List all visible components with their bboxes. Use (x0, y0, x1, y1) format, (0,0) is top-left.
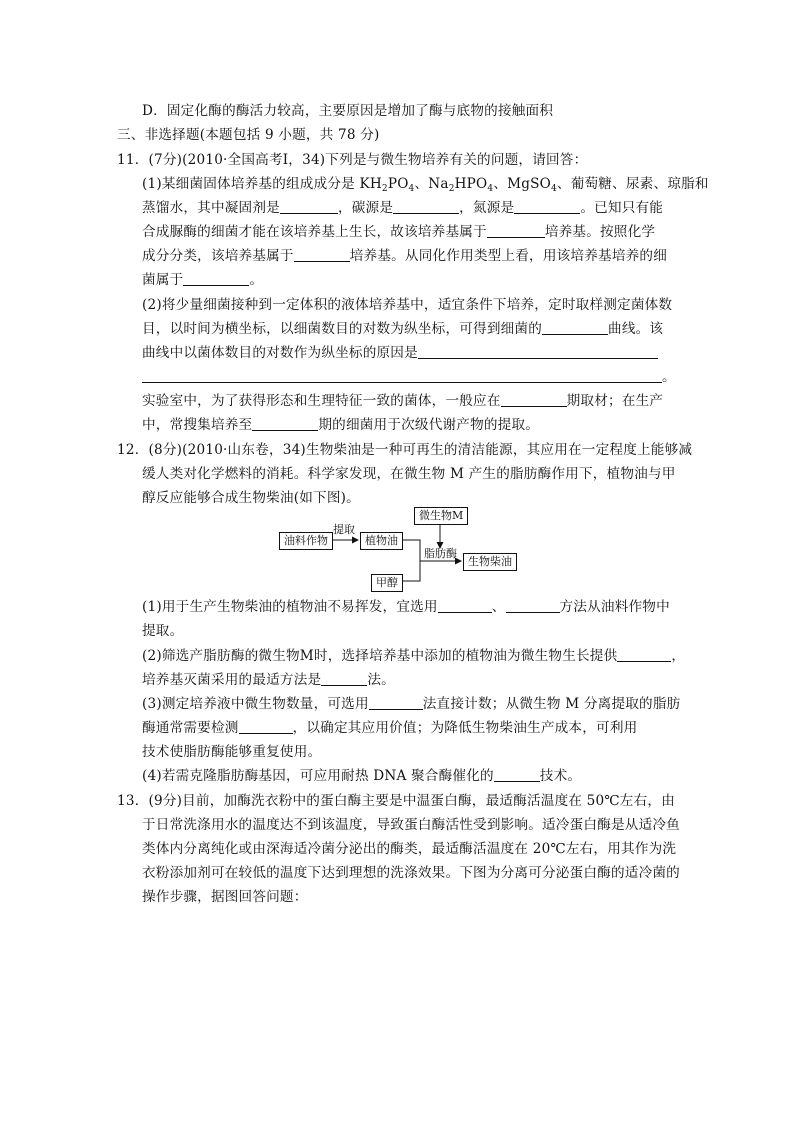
q12-line-3 (142, 597, 670, 617)
q12-line-2 (142, 488, 360, 508)
subscript: 2 (448, 184, 455, 194)
q11-l4-part: 培养基。从同化作用类型上看，用该培养基培养的细 (349, 248, 667, 264)
answer-blank[interactable] (487, 223, 545, 238)
q11-l1-part: (1)某细菌固体培养基的组成成分是 KH (142, 176, 382, 192)
label-extract: 提取 (333, 523, 355, 536)
box-microbe-m: 微生物M (414, 507, 468, 525)
q12-l5-part: ， (671, 648, 686, 664)
answer-blank[interactable] (280, 199, 338, 214)
q11-l11-part: 期的细菌用于次级代谢产物的提取。 (318, 417, 540, 433)
q11-l1-part: HPO (454, 176, 488, 192)
q12-l10-part: 技术。 (539, 768, 582, 784)
q11-line-7 (142, 319, 663, 339)
answer-blank[interactable] (393, 199, 459, 214)
answer-blank[interactable] (514, 199, 580, 214)
q13-l3-text: 衣粉添加剂可在较低的温度下达到理想的洗涤效果。下图为分离可分泌蛋白酶的适冷菌的 (142, 865, 680, 881)
option-d (142, 101, 553, 121)
q11-line-3 (142, 222, 655, 242)
q11-l9-part: 。 (662, 369, 676, 385)
q12-line-5 (142, 646, 685, 666)
answer-blank[interactable] (438, 598, 492, 613)
q12-l8-part: 酶通常需要检测 (142, 720, 239, 736)
answer-blank[interactable] (501, 392, 567, 407)
q13-title-text: 13．(9分)目前，加酶洗衣粉中的蛋白酶主要是中温蛋白酶，最适酶活温度在 50℃左右，由 (117, 793, 675, 809)
q11-l7-part: 曲线。该 (608, 321, 664, 337)
q12-line-9 (142, 742, 321, 762)
q11-l2-part: ，氮源是 (459, 200, 515, 216)
q13-line-1 (142, 815, 680, 835)
answer-blank[interactable] (542, 320, 608, 335)
q12-l10-part: (4)若需克隆脂肪酶基因，可应用耐热 DNA 聚合酶催化的 (142, 768, 494, 784)
q11-line-8 (142, 343, 658, 363)
answer-blank[interactable] (239, 719, 293, 734)
q12-l3-part: (1)用于生产生物柴油的植物油不易挥发，宜选用 (142, 599, 438, 615)
question-11-title-text: 11．(7分)(2010·全国高考Ⅰ，34)下列是与微生物培养有关的问题，请回答： (117, 152, 588, 168)
q11-line-6 (142, 295, 672, 315)
subscript: 2 (381, 184, 388, 194)
box-methanol: 甲醇 (371, 574, 403, 592)
q12-line-7 (142, 694, 680, 714)
answer-blank[interactable] (369, 695, 423, 710)
q12-line-8 (142, 718, 637, 738)
q11-l5-part: 菌属于 (142, 272, 184, 288)
section-heading-text: 三、非选择题(本题包括 9 小题，共 78 分) (117, 127, 380, 143)
q12-l7-part: (3)测定培养液中微生物数量，可选用 (142, 696, 369, 712)
q11-l2-part: 。已知只有能 (580, 200, 664, 216)
q11-l2-part: 蒸馏水，其中凝固剂是 (142, 200, 280, 216)
q11-line-1 (142, 174, 709, 194)
merge-line (400, 540, 420, 581)
q11-line-11 (142, 415, 539, 435)
q12-l1-text: 缓人类对化学燃料的消耗。科学家发现，在微生物 M 产生的脂肪酶作用下，植物油与甲 (142, 466, 676, 482)
q11-l6-text: (2)将少量细菌接种到一定体积的液体培养基中，适宜条件下培养，定时取样测定菌体数 (142, 297, 673, 313)
q13-line-4 (142, 887, 308, 907)
q11-l1-part: PO (387, 176, 409, 192)
q11-l4-part: 成分分类，该培养基属于 (142, 248, 294, 264)
q12-l6-part: 法。 (367, 672, 395, 688)
q13-line-3 (142, 863, 680, 883)
q12-l5-part: (2)筛选产脂肪酶的微生物M时，选择培养基中添加的植物油为微生物生长提供 (142, 648, 618, 664)
q11-line-4 (142, 246, 667, 266)
q12-l4-text: 提取。 (142, 623, 184, 639)
q11-l3-part: 培养基。按照化学 (544, 224, 656, 240)
label-lipase: 脂肪酶 (424, 547, 457, 560)
answer-blank[interactable] (321, 671, 367, 686)
q12-line-4 (142, 621, 183, 641)
q11-l10-part: 期取材；在生产 (566, 393, 664, 409)
subscript: 4 (408, 184, 415, 194)
box-plant-oil: 植物油 (360, 532, 403, 550)
q11-l1-part: 、MgSO (493, 176, 551, 192)
answer-blank[interactable] (418, 344, 658, 359)
q13-l4-text: 操作步骤，据图回答问题： (142, 889, 308, 905)
answer-blank[interactable] (294, 247, 350, 262)
q13-l2-text: 类体内分离纯化或由深海适冷菌分泌出的酶类，最适酶活温度在 20℃左右，用其作为洗 (142, 841, 677, 857)
q11-l1-part: 、Na (414, 176, 449, 192)
box-biodiesel: 生物柴油 (463, 553, 517, 571)
q11-line-5 (142, 270, 263, 290)
option-d-text: D．固定化酶的酶活力较高，主要原因是增加了酶与底物的接触面积 (142, 103, 554, 119)
q11-l1-part: 、葡萄糖、尿素、琼脂和 (556, 176, 709, 192)
q13-l1-text: 于日常洗涤用水的温度达不到该温度，导致蛋白酶活性受到影响。适冷蛋白酶是从适冷鱼 (142, 817, 680, 833)
answer-blank[interactable] (142, 368, 662, 383)
answer-blank[interactable] (494, 767, 540, 782)
q11-l11-part: 中，常搜集培养至 (142, 417, 253, 433)
q11-l7-part: 目，以时间为横坐标，以细菌数目的对数为纵坐标，可得到细菌的 (142, 321, 543, 337)
subscript: 4 (550, 184, 557, 194)
q11-l2-part: ，碳源是 (337, 200, 394, 216)
answer-blank[interactable] (617, 647, 671, 662)
q12-l3-part: 、 (491, 599, 506, 615)
q13-line-2 (142, 839, 676, 859)
q11-l8-part: 曲线中以菌体数目的对数作为纵坐标的原因是 (142, 345, 418, 361)
q12-l8-part: ，以确定其应用价值；为降低生物柴油生产成本，可利用 (292, 720, 638, 736)
q11-line-2 (142, 198, 663, 218)
answer-blank[interactable] (183, 271, 249, 286)
q11-line-9 (142, 367, 676, 387)
q12-l9-text: 技术使脂肪酶能够重复使用。 (142, 744, 322, 760)
box-oil-crop: 油料作物 (279, 532, 333, 550)
answer-blank[interactable] (252, 416, 318, 431)
q11-l3-part: 合成脲酶的细菌才能在该培养基上生长，故该培养基属于 (142, 224, 487, 240)
question-12-title (117, 440, 692, 460)
section-heading (117, 125, 380, 145)
q12-line-10 (142, 766, 581, 786)
q12-l6-part: 培养基灭菌采用的最适方法是 (142, 672, 322, 688)
q11-line-10 (142, 391, 663, 411)
q12-l2-text: 醇反应能够合成生物柴油(如下图)。 (142, 490, 360, 506)
subscript: 4 (487, 184, 494, 194)
q12-l7-part: 法直接计数；从微生物 M 分离提取的脂肪 (422, 696, 681, 712)
q11-l10-part: 实验室中，为了获得形态和生理特征一致的菌体，一般应在 (142, 393, 501, 409)
q12-title-text: 12．(8分)(2010·山东卷，34)生物柴油是一种可再生的清洁能源，其应用在一定程度上能够减 (117, 442, 693, 458)
q12-l3-part: 方法从油料作物中 (559, 599, 670, 615)
question-13-title (117, 791, 675, 811)
q12-line-1 (142, 464, 676, 484)
question-11-title (117, 150, 587, 170)
q11-l5-part: 。 (249, 272, 264, 288)
q12-line-6 (142, 670, 395, 690)
answer-blank[interactable] (506, 598, 560, 613)
